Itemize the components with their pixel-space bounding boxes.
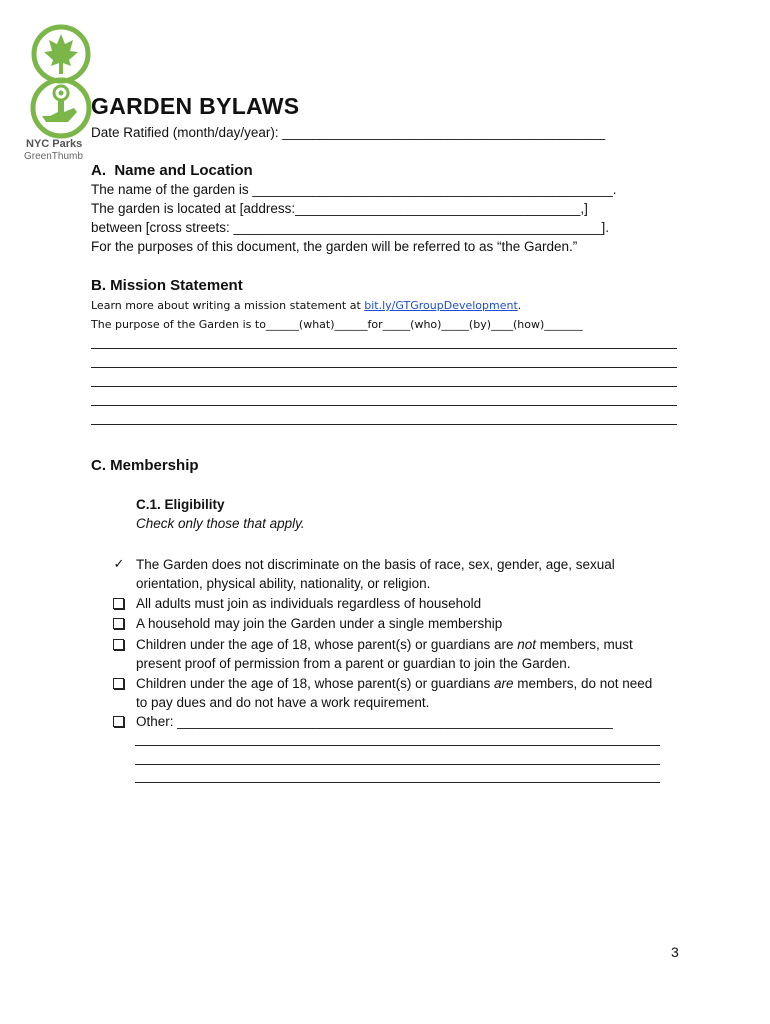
- mission-blank-line: [91, 405, 677, 406]
- mission-purpose-field: The purpose of the Garden is to______(what)______for_____(who)_____(by)____(how)_______: [91, 318, 583, 331]
- garden-name-field: The name of the garden is ________________________________________________.: [91, 182, 617, 197]
- eligibility-subheading: C.1. Eligibility: [136, 497, 225, 512]
- mission-blank-line: [91, 348, 677, 349]
- eligibility-option-children-member: Children under the age of 18, whose parent(s) or guardians are members, do not need to pay dues and do not have a work requirement.: [136, 676, 653, 710]
- other-blank-line: [135, 764, 660, 765]
- hand-flower-icon: [42, 101, 77, 122]
- eligibility-option-children-nonmember: Children under the age of 18, whose parent(s) or guardians are not members, must present proof of permission from a parent or guardian to join the Garden.: [136, 637, 633, 671]
- eligibility-option-household: A household may join the Garden under a single membership: [136, 616, 503, 631]
- mission-blank-line: [91, 424, 677, 425]
- eligibility-instruction: Check only those that apply.: [136, 516, 305, 531]
- eligibility-option-individual: All adults must join as individuals regardless of household: [136, 596, 482, 611]
- section-a-heading: A. Name and Location: [91, 162, 253, 179]
- mission-blank-line: [91, 367, 677, 368]
- group-development-link[interactable]: bit.ly/GTGroupDevelopment: [364, 299, 518, 312]
- maple-leaf-icon: [44, 34, 78, 74]
- checkbox-icon[interactable]: [113, 678, 124, 689]
- page-number: 3: [671, 944, 679, 960]
- logo-program-name: GreenThumb: [24, 151, 83, 162]
- mission-learn-more: Learn more about writing a mission statement at bit.ly/GTGroupDevelopment.: [91, 299, 522, 312]
- eligibility-option-other: Other: __________________________________________________________: [136, 714, 613, 729]
- checkmark-icon[interactable]: ✓: [113, 556, 125, 571]
- logo-org-name: NYC Parks: [26, 138, 83, 150]
- section-b-heading: B. Mission Statement: [91, 277, 243, 294]
- section-c-heading: C. Membership: [91, 457, 199, 474]
- checkbox-icon[interactable]: [113, 618, 124, 629]
- date-ratified-field: Date Ratified (month/day/year): ___________________________________________: [91, 125, 606, 140]
- other-blank-line: [135, 745, 660, 746]
- cross-streets-field: between [cross streets: _________________________________________________].: [91, 220, 609, 235]
- checkbox-icon[interactable]: [113, 716, 124, 727]
- page-title: GARDEN BYLAWS: [91, 93, 300, 119]
- garden-reference-note: For the purposes of this document, the garden will be referred to as “the Garden.”: [91, 239, 578, 254]
- garden-address-field: The garden is located at [address:______________________________________,]: [91, 201, 588, 216]
- checkbox-icon[interactable]: [113, 598, 124, 609]
- other-blank-line: [135, 782, 660, 783]
- mission-blank-line: [91, 386, 677, 387]
- checkbox-icon[interactable]: [113, 639, 124, 650]
- eligibility-option-nondiscrimination: The Garden does not discriminate on the basis of race, sex, gender, age, sexual orientation, physical ability, nationality, or religion.: [136, 557, 615, 591]
